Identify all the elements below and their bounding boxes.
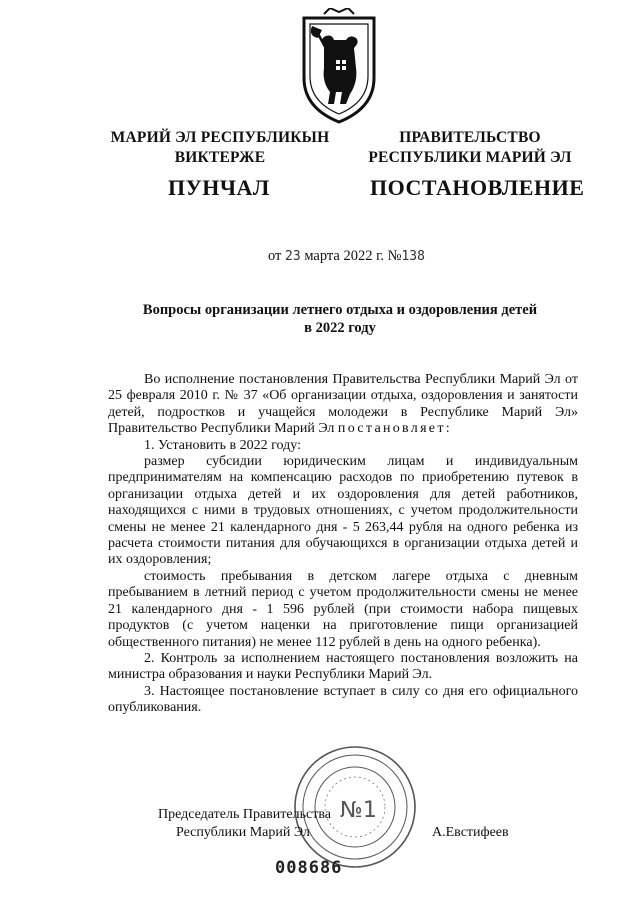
header-right-line2: РЕСПУБЛИКИ МАРИЙ ЭЛ [368, 149, 572, 166]
signature-name: А.Евстифеев [432, 825, 509, 840]
title-line1: Вопросы организации летнего отдыха и оздоровления детей [142, 302, 538, 318]
date-day: 23 [285, 249, 301, 264]
header-left-line1: МАРИЙ ЭЛ РЕСПУБЛИКЫН [110, 129, 330, 146]
doc-type-right: ПОСТАНОВЛЕНИЕ [370, 175, 585, 200]
paragraph-item3: 3. Настоящее постановление вступает в силу со дня его официального опубликования. [108, 683, 578, 716]
signature-position-line1: Председатель Правительства [158, 807, 331, 822]
doc-type-left: ПУНЧАЛ [168, 175, 270, 200]
date-line [268, 248, 425, 265]
document-number: 138 [401, 249, 425, 264]
paragraph-item1: 1. Установить в 2022 году: [144, 437, 301, 453]
paragraph-item2: 2. Контроль за исполнением настоящего постановления возложить на министра образования и науки Республики Марий Эл. [108, 650, 578, 683]
date-month-year: марта 2022 г. № [304, 248, 402, 264]
header-right [350, 128, 590, 168]
title-line2: в 2022 году [304, 320, 376, 336]
signature-position-line2: Республики Марий Эл [176, 825, 310, 840]
svg-text:№1: №1 [340, 798, 377, 823]
paragraph-preamble [108, 372, 578, 438]
date-prefix: от [268, 248, 282, 264]
preamble-resolves: постановляет: [337, 421, 452, 437]
paragraph-item1a: размер субсидии юридическим лицам и индивидуальным предпринимателям на компенсацию расходов по приобретению путевок в организации отдыха детей и их оздоровления для детей работников, находящихся с ними в трудовых отношениях, с учетом продолжительности смены не менее 21 календарного дня - 5 263,44 рубля на одного ребенка из расчета стоимости питания для обучающихся в организации отдыха детей и их оздоровления; [108, 454, 578, 568]
coat-of-arms-icon [290, 8, 388, 126]
serial-number: 008686 [275, 858, 343, 878]
document-title [110, 301, 570, 337]
header-left-line2: ВИКТЕРЖЕ [174, 149, 266, 166]
preamble-text: Во исполнение постановления Правительства Республики Марий Эл от 25 февраля 2010 г. № 37 «Об организации отдыха, оздоровления и занятости детей, подростков и учащейся молодежи в Республике Марий Эл» Правительство Республики Марий Эл [108, 372, 578, 437]
document-body [108, 372, 578, 717]
paragraph-item1b: стоимость пребывания в детском лагере отдыха с дневным пребыванием в летний период с учетом продолжительности смены не менее 21 календарного дня - 1 596 рублей (при стоимости набора пищевых продуктов (с учетом наценки на приготовление пищи организацией общественного питания) не менее 112 рублей в день на одного ребенка). [108, 568, 578, 650]
header-left [100, 128, 340, 168]
header-right-line1: ПРАВИТЕЛЬСТВО [399, 129, 541, 146]
